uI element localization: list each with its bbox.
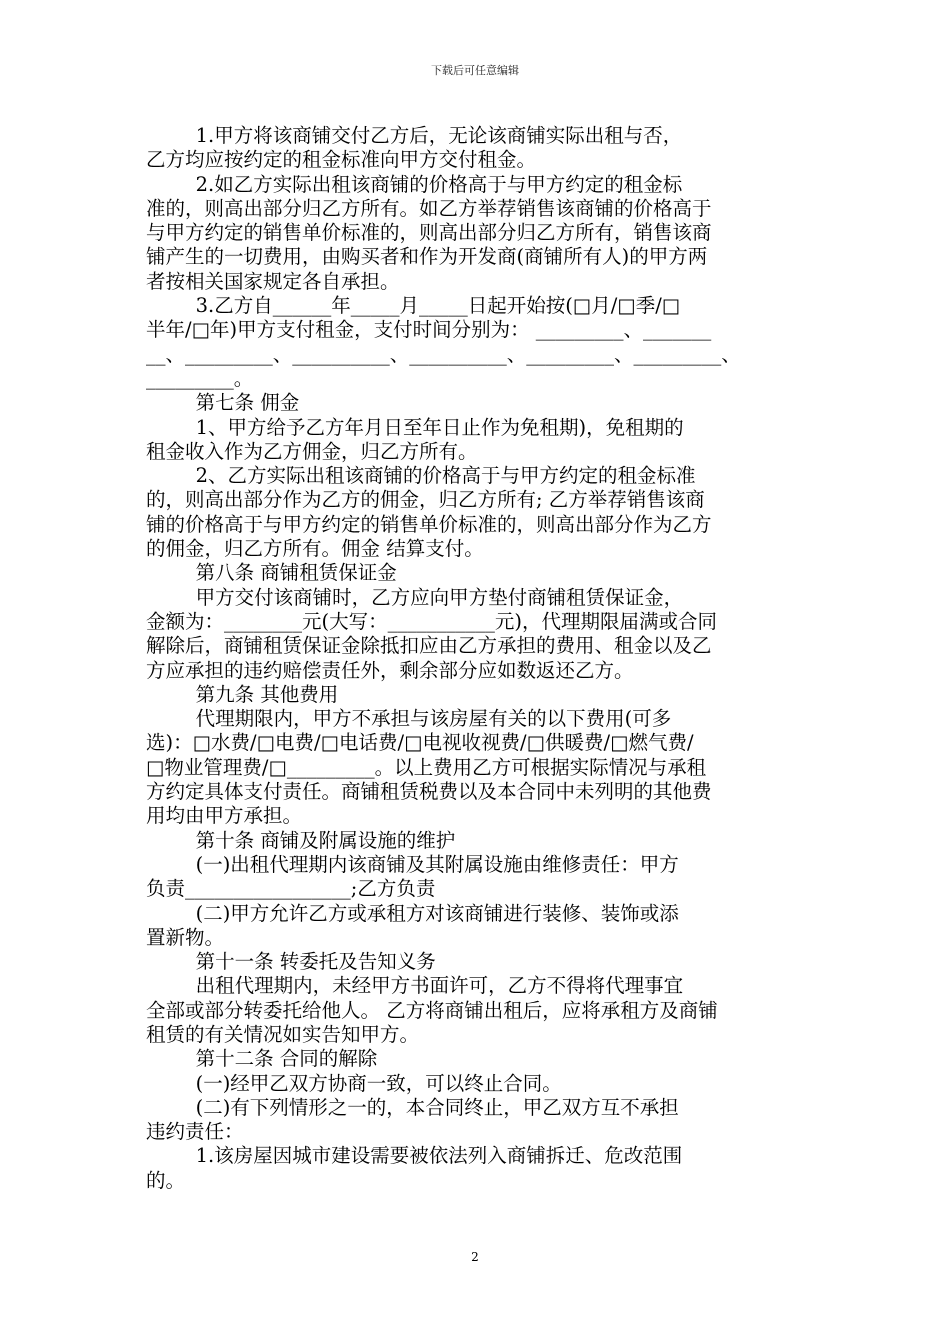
text-line: 2、乙方实际出租该商铺的价格高于与甲方约定的租金标准 [146,464,696,488]
text-line: 用均由甲方承担。 [146,804,303,828]
text-line: 金额为：________元(大写：___________元)，代理期限届满或合同 [146,609,717,633]
text-line: 铺的价格高于与甲方约定的销售单价标准的，则高出部分作为乙方 [146,512,712,536]
text-line: □物业管理费/□_________。以上费用乙方可根据实际情况与承租 [146,755,707,779]
text-line: 方约定具体支付责任。商铺租赁税费以及本合同中未列明的其他费 [146,780,712,804]
text-line: 选)：□水费/□电费/□电话费/□电视收视费/□供暖费/□燃气费/ [146,731,694,755]
section-heading: 第九条 其他费用 [146,682,339,706]
text-line: 方应承担的违约赔偿责任外，剩余部分应如数返还乙方。 [146,658,634,682]
text-line: 的。 [146,1168,186,1192]
text-line: 违约责任： [146,1120,244,1144]
text-line: __、_________、__________、__________、_________、_________、 [146,342,741,366]
text-line: (二)甲方允许乙方或承租方对该商铺进行装修、装饰或添 [146,901,679,925]
text-line: 半年/□年)甲方支付租金，支付时间分别为： _________、_______ [146,318,712,342]
text-line: 全部或部分转委托给他人。 乙方将商铺出租后，应将承租方及商铺 [146,998,718,1022]
page-number: 2 [471,1250,479,1264]
text-line: 置新物。 [146,925,225,949]
section-heading: 第十一条 转委托及告知义务 [146,950,436,974]
text-line: 解除后，商铺租赁保证金除抵扣应由乙方承担的费用、租金以及乙 [146,634,712,658]
section-heading: 第七条 佣金 [146,391,300,415]
section-heading: 第八条 商铺租赁保证金 [146,561,397,585]
text-line: 者按相关国家规定各自承担。 [146,269,400,293]
text-line: 租金收入作为乙方佣金，归乙方所有。 [146,439,478,463]
text-line: 租赁的有关情况如实告知甲方。 [146,1022,420,1046]
text-line: 的佣金，归乙方所有。佣金 结算支付。 [146,537,484,561]
text-line: 代理期限内，甲方不承担与该房屋有关的以下费用(可多 [146,707,672,731]
text-line: 负责_________________;乙方负责 [146,877,436,901]
text-line: 1.甲方将该商铺交付乙方后，无论该商铺实际出租与否， [146,124,683,147]
text-line: 2.如乙方实际出租该商铺的价格高于与甲方约定的租金标 [146,172,683,196]
text-line: 准的，则高出部分归乙方所有。如乙方举荐销售该商铺的价格高于 [146,196,712,220]
document-body [146,124,806,1193]
text-line: 出租代理期内，未经甲方书面许可，乙方不得将代理事宜 [146,974,684,998]
text-line: 的，则高出部分作为乙方的佣金，归乙方所有; 乙方举荐销售该商 [146,488,705,512]
text-line: 1、甲方给予乙方年月日至年日止作为免租期)，免租期的 [146,415,684,439]
text-line: 铺产生的一切费用，由购买者和作为开发商(商铺所有人)的甲方两 [146,245,708,269]
text-line: 3.乙方自______年_____月_____日起开始按(□月/□季/□ [146,294,681,318]
text-line: (二)有下列情形之一的，本合同终止，甲乙双方互不承担 [146,1095,679,1119]
text-line: 甲方交付该商铺时，乙方应向甲方垫付商铺租赁保证金， [146,585,684,609]
section-heading: 第十条 商铺及附属设施的维护 [146,828,456,852]
text-line: _________。 [146,366,254,390]
section-heading: 第十二条 合同的解除 [146,1047,378,1071]
text-line: (一)经甲乙双方协商一致，可以终止合同。 [146,1071,562,1095]
text-line: 1.该房屋因城市建设需要被依法列入商铺拆迁、危改范围 [146,1144,683,1168]
text-line: 与甲方约定的销售单价标准的，则高出部分归乙方所有，销售该商 [146,221,712,245]
page-header: 下载后可任意编辑 [431,64,519,77]
text-line: (一)出租代理期内该商铺及其附属设施由维修责任：甲方 [146,852,679,876]
text-line: 乙方均应按约定的租金标准向甲方交付租金。 [146,148,537,172]
